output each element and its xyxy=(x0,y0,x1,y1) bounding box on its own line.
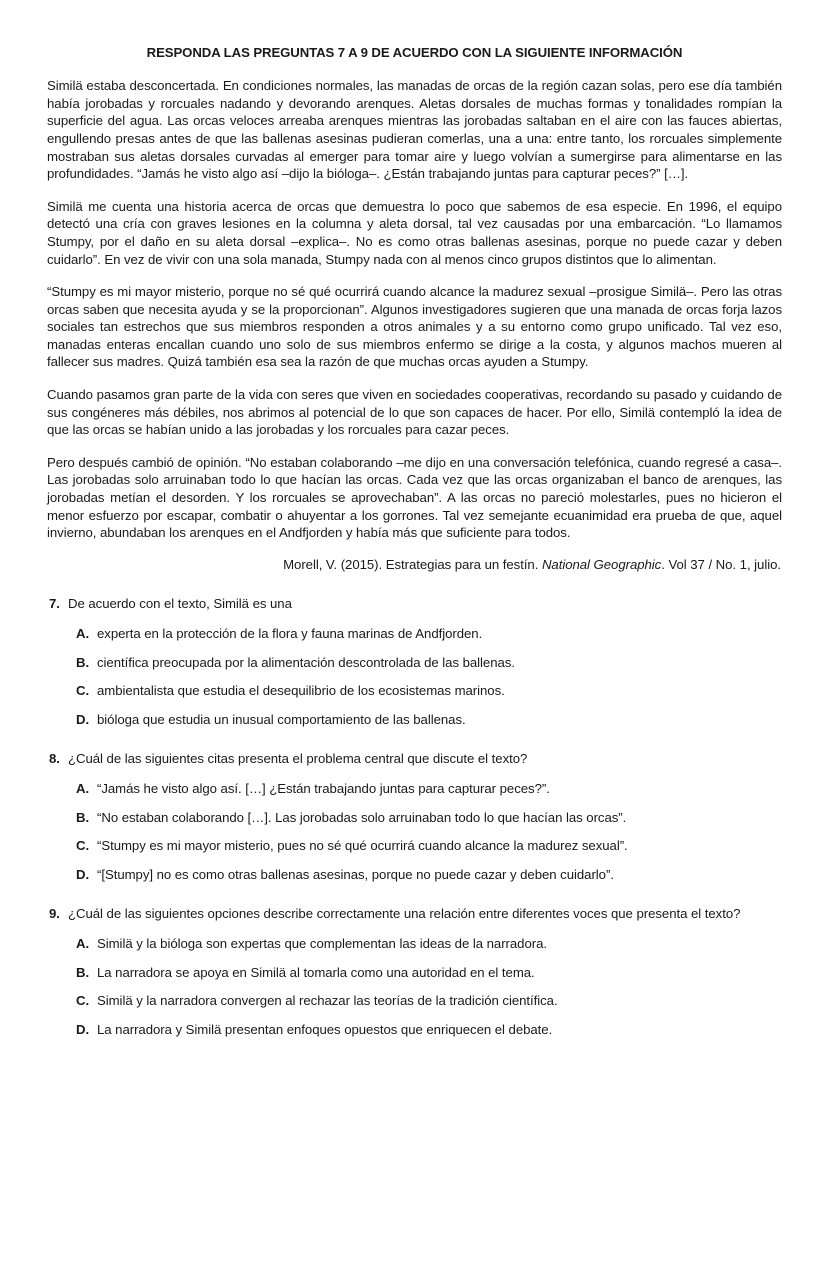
option-letter: D. xyxy=(76,711,90,727)
option-letter: C. xyxy=(76,838,90,854)
passage-paragraph: Similä estaba desconcertada. En condiciones normales, las manadas de orcas de la región cazan solas, pero ese día también había jorobadas y rorcuales nadando y devorando arenques. Aletas dorsales de muchas formas y tonalidades rompían la superficie del agua. Las orcas veloces arreaba arenques mientras las jorobadas saltaban en el aire con las fauces abiertas, engullendo presas antes de que las ballenas asesinas pudieran comerlas, una a una: entre tanto, los rorcuales simplemente mostraban sus aletas dorsales curvadas al emerger para tomar aire y luego volvían a sumergirse para alimentarse en las profundidades. “Jamás he visto algo así –dijo la bióloga–. ¿Están trabajando juntas para capturar peces?” […]. xyxy=(47,78,782,182)
option-c[interactable] xyxy=(76,992,782,1010)
page-title: RESPONDA LAS PREGUNTAS 7 A 9 DE ACUERDO CON LA SIGUIENTE INFORMACIÓN xyxy=(146,45,683,60)
option-text: bióloga que estudia un inusual comportamiento de las ballenas. xyxy=(97,711,466,727)
option-b[interactable] xyxy=(76,809,782,827)
option-a[interactable] xyxy=(76,625,782,643)
passage-paragraph: Pero después cambió de opinión. “No estaban colaborando –me dijo en una conversación telefónica, cuando regresé a casa–. Las jorobadas solo arruinaban todo lo que hacían las orcas. Cada vez que las orcas organizaban el banco de arenques, las jorobadas metían el desorden. Y los rorcuales se aprovechaban”. A las orcas no pareció molestarles, pues no hicieron el menor esfuerzo por escapar, combatir o ahuyentar a los gorrones. Tal vez semejante ecuanimidad era prueba de que, aquel invierno, abundaban los arenques en el Andfjorden y había más que suficiente para todos. xyxy=(47,454,782,541)
question-8 xyxy=(47,750,782,883)
document-content xyxy=(47,44,782,1038)
option-letter: D. xyxy=(76,866,90,882)
reading-passage xyxy=(47,77,782,542)
option-text: La narradora se apoya en Similä al tomarla como una autoridad en el tema. xyxy=(97,964,535,980)
option-text: “Jamás he visto algo así. […] ¿Están trabajando juntas para capturar peces?”. xyxy=(97,780,550,796)
option-text: Similä y la narradora convergen al rechazar las teorías de la tradición científica. xyxy=(97,993,558,1009)
option-letter: A. xyxy=(76,626,90,641)
passage-paragraph: Cuando pasamos gran parte de la vida con seres que viven en sociedades cooperativas, recordando su pasado y cuidando de sus congéneres más débiles, nos abrimos al potencial de lo que son capaces de hacer. Por ello, Similä contempló la idea de que las orcas se habían unido a las jorobadas y los rorcuales para cazar peces. xyxy=(47,387,782,438)
option-letter: C. xyxy=(76,993,90,1009)
option-d[interactable] xyxy=(76,866,782,884)
question-number: 9. xyxy=(49,906,60,922)
option-a[interactable] xyxy=(76,935,782,953)
option-c[interactable] xyxy=(76,837,782,855)
passage-paragraph: “Stumpy es mi mayor misterio, porque no sé qué ocurrirá cuando alcance la madurez sexual –prosigue Similä–. Pero las otras orcas saben que necesita ayuda y se la proporcionan”. Algunos investigadores sugieren que una manada de orcas forja lazos sociales tan estrechos que sus miembros responden a otros animales y a su entorno como grupo unificado. Tal vez eso, manadas enteras encallan cuando uno solo de sus miembros enfermo se dirige a la costa, y algunos machos mueren al fallecer sus madres. Quizá también esa sea la razón de que muchas orcas ayuden a Stumpy. xyxy=(47,284,782,370)
option-text: científica preocupada por la alimentación descontrolada de las ballenas. xyxy=(97,654,515,670)
passage-paragraph: Similä me cuenta una historia acerca de orcas que demuestra lo poco que sabemos de esa especie. En 1996, el equipo detectó una cría con graves lesiones en la columna y aleta dorsal, tal vez causadas por una embarcación. “Lo llamamos Stumpy, por el daño en su aleta dorsal –explica–. No es como otras ballenas asesinas, porque no puede cazar y deben cuidarlo”. En vez de vivir con una sola manada, Stumpy nada con al menos cinco grupos distintos que lo alimentan. xyxy=(47,198,782,267)
option-letter: A. xyxy=(76,780,90,796)
answer-options xyxy=(47,625,782,728)
option-letter: B. xyxy=(76,654,90,670)
option-text: experta en la protección de la flora y fauna marinas de Andfjorden. xyxy=(97,626,483,641)
option-text: “Stumpy es mi mayor misterio, pues no sé qué ocurrirá cuando alcance la madurez sexual”. xyxy=(97,838,628,854)
answer-options xyxy=(47,935,782,1038)
option-d[interactable] xyxy=(76,711,782,729)
option-text: Similä y la bióloga son expertas que complementan las ideas de la narradora. xyxy=(97,935,547,951)
option-letter: A. xyxy=(76,935,90,951)
option-letter: C. xyxy=(76,683,90,699)
question-stem xyxy=(47,905,782,923)
citation-suffix: . Vol 37 / No. 1, julio. xyxy=(661,556,781,572)
option-letter: B. xyxy=(76,809,90,825)
option-text: La narradora y Similä presentan enfoques opuestos que enriquecen el debate. xyxy=(97,1021,553,1037)
questions-section xyxy=(47,595,782,1038)
question-7 xyxy=(47,595,782,728)
option-letter: B. xyxy=(76,964,90,980)
citation-publication: National Geographic xyxy=(541,556,662,572)
question-number: 7. xyxy=(49,596,60,612)
question-9 xyxy=(47,905,782,1038)
question-text: De acuerdo con el texto, Similä es una xyxy=(68,596,292,612)
option-c[interactable] xyxy=(76,682,782,700)
answer-options xyxy=(47,780,782,883)
question-text: ¿Cuál de las siguientes citas presenta el problema central que discute el texto? xyxy=(68,751,528,767)
option-d[interactable] xyxy=(76,1021,782,1039)
question-text: ¿Cuál de las siguientes opciones describe correctamente una relación entre diferentes voces que presenta el texto? xyxy=(68,906,741,922)
source-citation xyxy=(47,556,782,574)
question-number: 8. xyxy=(49,751,60,767)
option-text: “No estaban colaborando […]. Las jorobadas solo arruinaban todo lo que hacían las orcas”. xyxy=(97,809,627,825)
option-a[interactable] xyxy=(76,780,782,798)
option-text: ambientalista que estudia el desequilibrio de los ecosistemas marinos. xyxy=(97,683,505,699)
citation-prefix: Morell, V. (2015). Estrategias para un festín. xyxy=(283,556,542,572)
option-text: “[Stumpy] no es como otras ballenas asesinas, porque no puede cazar y deben cuidarlo”. xyxy=(97,866,614,882)
option-letter: D. xyxy=(76,1021,90,1037)
question-stem xyxy=(47,750,782,768)
option-b[interactable] xyxy=(76,964,782,982)
option-b[interactable] xyxy=(76,654,782,672)
question-stem xyxy=(47,595,782,613)
